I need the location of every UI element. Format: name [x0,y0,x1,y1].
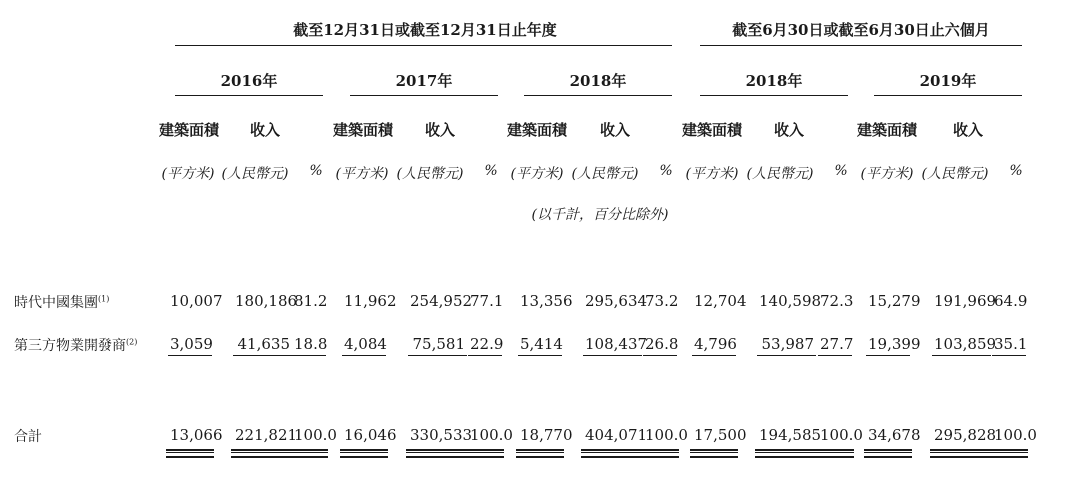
total-double-underline [641,449,679,458]
period-underline-half [700,45,1022,46]
cell-pct: 27.7 [820,335,854,353]
subtotal-underline [233,355,292,356]
subtotal-underline [468,355,502,356]
year-header-2018: 2018年 [569,72,627,90]
row-label-times-china [14,292,109,312]
subtotal-underline [818,355,852,356]
cell-pct: 100.0 [820,426,863,444]
cell-pct: 18.8 [294,335,328,353]
unit-pct: % [659,163,673,179]
cell-revenue: 140,598 [759,292,822,310]
unit-area: (平方米) [510,166,564,182]
cell-pct: 22.9 [470,335,504,353]
total-double-underline [290,449,328,458]
cell-area: 11,962 [344,292,397,310]
unit-pct: % [484,163,498,179]
cell-revenue: 108,437 [585,335,648,353]
cell-area: 3,059 [170,335,213,353]
col-header-revenue: 收入 [952,121,983,139]
unit-revenue: (人民幣元) [921,166,989,182]
cell-area: 18,770 [520,426,573,444]
cell-revenue: 295,634 [585,292,648,310]
cell-area: 16,046 [344,426,397,444]
cell-area: 19,399 [868,335,921,353]
row-label-third-party [14,335,137,355]
subtotal-underline [692,355,736,356]
row-label-total [14,426,42,446]
col-header-area: 建築面積 [856,121,917,139]
year-header-2016: 2016年 [220,72,278,90]
year-underline [350,95,498,96]
unit-pct: % [309,163,323,179]
total-double-underline [816,449,854,458]
cell-revenue: 103,859 [934,335,997,353]
period-header-half: 截至6月30日或截至6月30日止六個月 [732,21,990,39]
cell-pct: 35.1 [994,335,1028,353]
cell-pct: 73.2 [645,292,679,310]
row-label-text: 時代中國集團 [14,295,98,311]
total-double-underline [340,449,388,458]
footnote-mark: (1) [98,294,110,304]
cell-area: 34,678 [868,426,921,444]
year-underline [874,95,1022,96]
period-underline-annual [175,45,672,46]
cell-area: 5,414 [520,335,563,353]
cell-area: 13,066 [170,426,223,444]
unit-area: (平方米) [860,166,914,182]
cell-revenue: 191,969 [934,292,997,310]
subtotal-underline [932,355,991,356]
total-double-underline [581,449,644,458]
unit-area: (平方米) [685,166,739,182]
col-header-revenue: 收入 [773,121,804,139]
unit-revenue: (人民幣元) [746,166,814,182]
cell-pct: 100.0 [470,426,513,444]
cell-area: 4,796 [694,335,737,353]
col-header-revenue: 收入 [599,121,630,139]
cell-area: 12,704 [694,292,747,310]
cell-revenue: 254,952 [410,292,473,310]
col-header-area: 建築面積 [332,121,393,139]
year-underline [524,95,672,96]
total-double-underline [406,449,469,458]
units-note: (以千計，百分比除外) [531,207,669,223]
footnote-mark: (2) [126,337,138,347]
unit-area: (平方米) [335,166,389,182]
subtotal-underline [518,355,562,356]
period-header-annual: 截至12月31日或截至12月31日止年度 [293,21,557,39]
cell-area: 15,279 [868,292,921,310]
total-double-underline [166,449,214,458]
subtotal-underline [408,355,467,356]
unit-pct: % [834,163,848,179]
cell-pct: 26.8 [645,335,679,353]
cell-pct: 72.3 [820,292,854,310]
cell-revenue: 53,987 [761,335,814,353]
cell-pct: 100.0 [994,426,1037,444]
unit-area: (平方米) [161,166,215,182]
year-header-2018-h1: 2018年 [745,72,803,90]
row-label-text: 第三方物業開發商 [14,338,126,354]
cell-revenue: 194,585 [759,426,822,444]
total-double-underline [690,449,738,458]
col-header-revenue: 收入 [424,121,455,139]
unit-pct: % [1009,163,1023,179]
cell-pct: 81.2 [294,292,328,310]
total-double-underline [864,449,912,458]
subtotal-underline [866,355,910,356]
total-double-underline [231,449,294,458]
cell-pct: 100.0 [645,426,688,444]
subtotal-underline [292,355,326,356]
unit-revenue: (人民幣元) [571,166,639,182]
total-double-underline [466,449,504,458]
cell-revenue: 330,533 [410,426,473,444]
col-header-area: 建築面積 [158,121,219,139]
total-double-underline [990,449,1028,458]
unit-revenue: (人民幣元) [396,166,464,182]
cell-revenue: 221,821 [235,426,298,444]
subtotal-underline [583,355,642,356]
unit-revenue: (人民幣元) [221,166,289,182]
col-header-area: 建築面積 [506,121,567,139]
cell-pct: 64.9 [994,292,1028,310]
cell-revenue: 75,581 [412,335,465,353]
row-label-text: 合計 [14,429,42,445]
year-header-2019-h1: 2019年 [919,72,977,90]
cell-revenue: 404,071 [585,426,648,444]
year-underline [175,95,323,96]
cell-area: 4,084 [344,335,387,353]
cell-revenue: 180,186 [235,292,298,310]
cell-pct: 77.1 [470,292,504,310]
subtotal-underline [643,355,677,356]
year-header-2017: 2017年 [395,72,453,90]
cell-area: 17,500 [694,426,747,444]
subtotal-underline [342,355,386,356]
cell-area: 13,356 [520,292,573,310]
subtotal-underline [992,355,1026,356]
cell-revenue: 41,635 [237,335,290,353]
col-header-area: 建築面積 [681,121,742,139]
subtotal-underline [168,355,212,356]
year-underline [700,95,848,96]
cell-area: 10,007 [170,292,223,310]
cell-pct: 100.0 [294,426,337,444]
total-double-underline [516,449,564,458]
total-double-underline [755,449,818,458]
subtotal-underline [757,355,816,356]
cell-revenue: 295,828 [934,426,997,444]
total-double-underline [930,449,993,458]
col-header-revenue: 收入 [249,121,280,139]
